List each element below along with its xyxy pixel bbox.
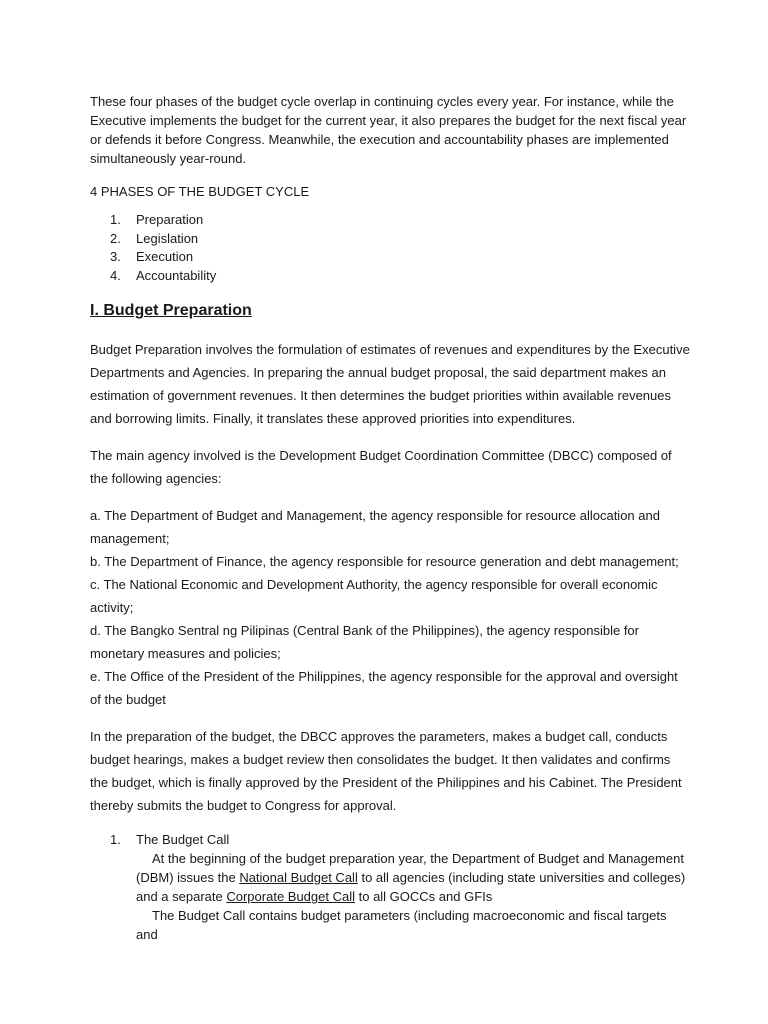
agency-name: The Office of the President of the Philippines: [104, 669, 362, 685]
list-label: Legislation: [136, 230, 199, 246]
paragraph: Budget Preparation involves the formulation of estimates of revenues and expenditures by the Executive Departments and Agencies. In preparing the annual budget proposal, the said department makes an estimation of government revenues. It then determines the budget priorities within available revenues and borrowing limits. Finally, it translates these approved priorities into expenditures.: [90, 342, 690, 427]
agency-name: The Bangko Sentral ng Pilipinas: [104, 623, 290, 639]
agency-item: b. The Department of Finance, the agency responsible for resource generation and debt management;: [90, 554, 679, 570]
sub-heading-title: The Budget Call: [136, 832, 230, 848]
sub-paragraph: The Budget Call contains budget parameters (including macroeconomic and fiscal targets and: [136, 908, 667, 943]
agency-name: The Department of Budget and Management: [104, 508, 363, 524]
list-item: [90, 267, 690, 286]
list-item: [90, 230, 690, 249]
paragraph: In the preparation of the budget, the DBCC approves the parameters, makes a budget call, conducts budget hearings, makes a budget review then consolidates the budget. It then validates and confirms the budget, which is finally approved by the President of the Philippines and his Cabinet. The President thereby submits the budget to Congress for approval.: [90, 729, 682, 814]
sub-paragraph: At the beginning of the budget preparation year, the Department of Budget and Management (DBM) issues the National Budget Call to all agencies (including state universities and colleges) and a separate Corporate Budget Call to all GOCCs and GFIs: [136, 851, 686, 905]
sub-heading: [90, 831, 690, 849]
section-title: I. Budget Preparation: [90, 302, 252, 320]
intro-paragraph: These four phases of the budget cycle overlap in continuing cycles every year. For instance, while the Executive implements the budget for the current year, it also prepares the budget for the next fiscal year or defends it before Congress. Meanwhile, the execution and accountability phases are implemented simultaneously year-round.: [90, 94, 687, 166]
document-page: [90, 88, 690, 944]
agency-item: a. The Department of Budget and Management, the agency responsible for resource allocation and management;: [90, 508, 660, 547]
national-budget-call-term: National Budget Call: [239, 870, 358, 886]
list-item: [90, 248, 690, 267]
budget-call-body: [136, 849, 690, 944]
agency-list: [90, 504, 690, 711]
agency-name: The National Economic and Development Authority: [103, 577, 397, 593]
list-label: Execution: [136, 249, 194, 265]
phases-list: [90, 211, 690, 285]
phases-heading: 4 PHASES OF THE BUDGET CYCLE: [90, 184, 310, 199]
list-number: 1.: [110, 832, 121, 848]
list-number: 1.: [110, 212, 121, 227]
paragraph: The main agency involved is the Development Budget Coordination Committee (DBCC) composed of the following agencies:: [90, 448, 672, 487]
list-number: 4.: [110, 267, 121, 283]
list-label: Preparation: [136, 212, 204, 227]
list-label: Accountability: [136, 267, 217, 283]
budget-call-item: [90, 831, 690, 944]
list-number: 3.: [110, 249, 121, 265]
list-item: [90, 211, 690, 230]
agency-name: The Department of Finance: [104, 554, 263, 570]
list-number: 2.: [110, 230, 121, 246]
corporate-budget-call-term: Corporate Budget Call: [226, 889, 355, 905]
agency-item: e. The Office of the President of the Philippines, the agency responsible for the approval and oversight of the budget: [90, 669, 678, 708]
agency-item: c. The National Economic and Development Authority, the agency responsible for overall economic activity;: [90, 577, 658, 616]
agency-item: d. The Bangko Sentral ng Pilipinas (Central Bank of the Philippines), the agency responsible for monetary measures and policies;: [90, 623, 639, 662]
